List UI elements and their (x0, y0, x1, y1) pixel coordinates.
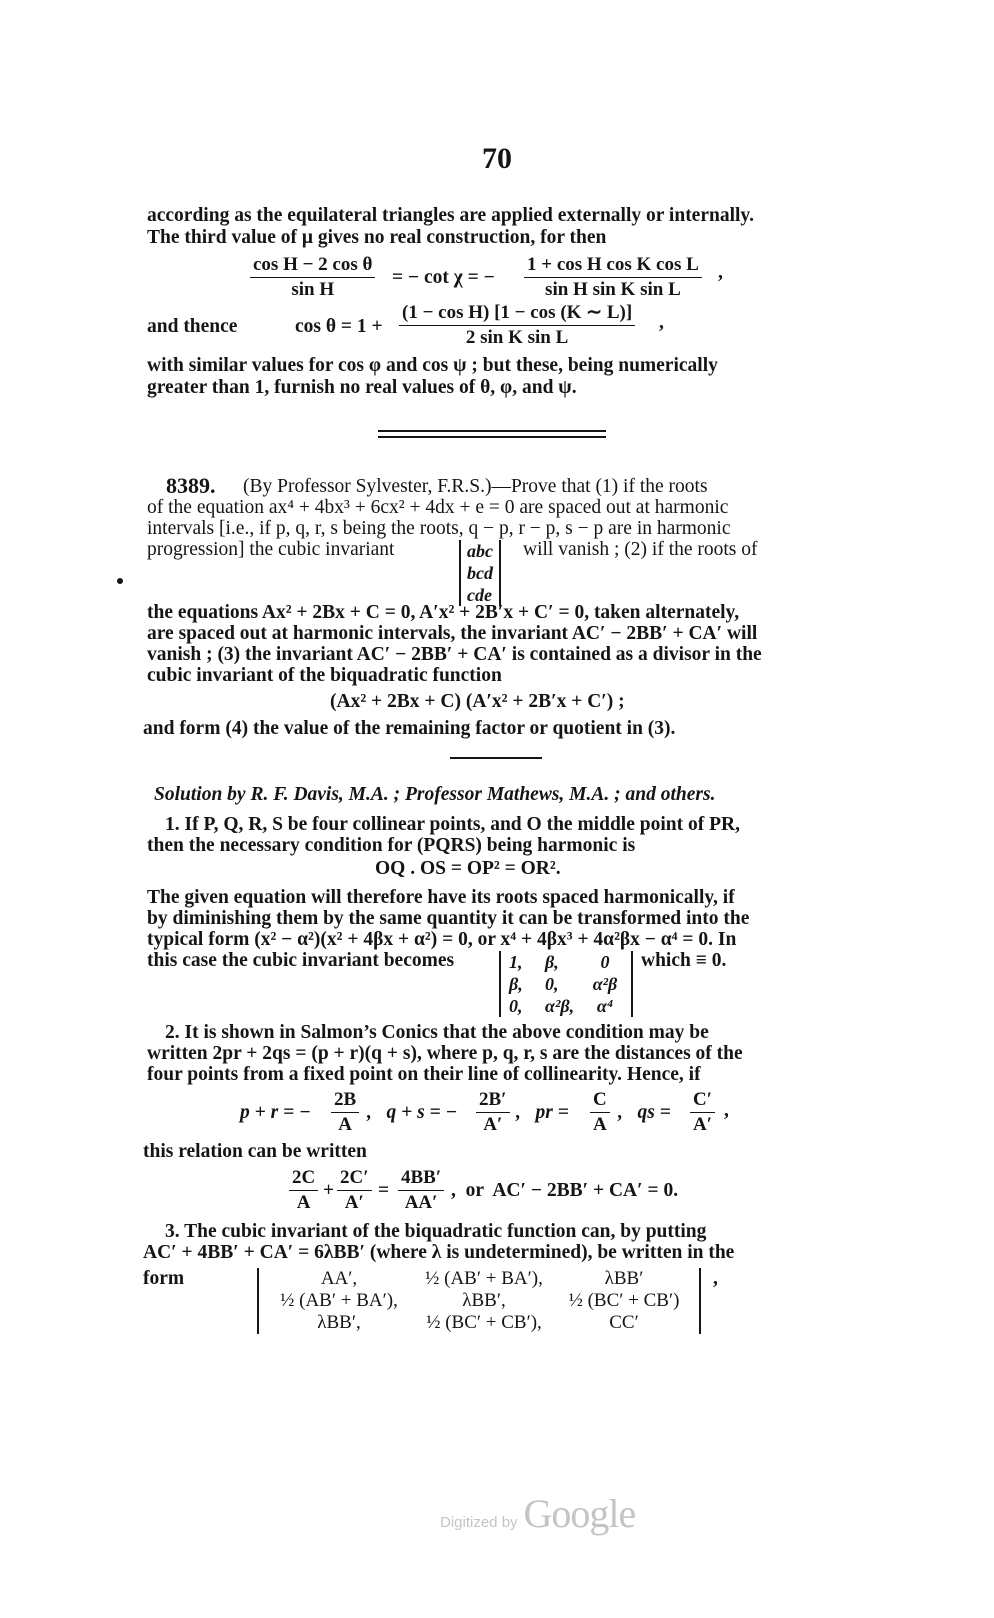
text-line: (By Professor Sylvester, F.R.S.)—Prove that (1) if the roots (243, 476, 708, 497)
text-line: the equations Ax² + 2Bx + C = 0, A′x² + 2B′x + C′ = 0, taken alternately, (147, 602, 740, 623)
denominator: A (593, 1114, 607, 1135)
text-line: according as the equilateral triangles are applied externally or internally. (147, 205, 754, 226)
det-row (509, 995, 623, 1017)
punctuation: , (718, 262, 723, 283)
operator: = (378, 1180, 390, 1201)
text-line: 2. It is shown in Salmon’s Conics that the above condition may be (165, 1022, 709, 1043)
det-cell: 0, (509, 996, 523, 1016)
determinant-biquadratic (257, 1268, 701, 1334)
denominator: A′ (483, 1114, 503, 1135)
det-row (509, 951, 623, 973)
det-cell: CC′ (609, 1312, 639, 1333)
text-line: cubic invariant of the biquadratic function (147, 665, 502, 686)
det-cell: λBB′, (462, 1290, 506, 1311)
fraction (289, 1168, 318, 1213)
det-row: cde (467, 585, 492, 605)
text-line: The third value of μ gives no real construction, for then (147, 227, 607, 248)
fraction (331, 1090, 359, 1135)
operator: + (323, 1180, 335, 1201)
det-cell: α²β, (545, 996, 575, 1016)
det-cell: 0 (600, 952, 610, 972)
fraction-cos-theta (399, 303, 635, 348)
det-row (269, 1290, 689, 1312)
det-cell: ½ (BC′ + CB′), (426, 1312, 542, 1333)
solution-heading: Solution by R. F. Davis, M.A. ; Professor Mathews, M.A. ; and others. (154, 784, 716, 805)
det-cell: α⁴ (596, 996, 614, 1016)
text-line: AC′ + 4BB′ + CA′ = 6λBB′ (where λ is undetermined), be written in the (143, 1242, 735, 1263)
numerator: 1 + cos H cos K cos L (524, 255, 702, 278)
equation-part: , or AC′ − 2BB′ + CA′ = 0. (451, 1180, 679, 1201)
det-cell: α²β (592, 974, 618, 994)
det-cell: λBB′, (317, 1312, 361, 1333)
text-line: are spaced out at harmonic intervals, the invariant AC′ − 2BB′ + CA′ will (147, 623, 758, 644)
numerator: C′ (690, 1090, 715, 1113)
text-line: four points from a fixed point on their line of collinearity. Hence, if (147, 1064, 701, 1085)
separator-rule (378, 436, 606, 438)
numerator: 2C′ (337, 1168, 372, 1191)
determinant-invariant (499, 951, 633, 1017)
equation-part: , q + s = − (367, 1102, 458, 1123)
equation-part: , qs = (618, 1102, 671, 1123)
determinant-abc (459, 540, 501, 606)
equation-line: (Ax² + 2Bx + C) (A′x² + 2B′x + C′) ; (330, 691, 625, 712)
text-line: typical form (x² − α²)(x² + 4βx + α²) = 0, or x⁴ + 4βx³ + 4α²βx − α⁴ = 0. In (147, 929, 737, 950)
det-cell: β, (509, 974, 523, 994)
det-cell: 1, (509, 952, 523, 972)
denominator: A (338, 1114, 352, 1135)
text-line: 3. The cubic invariant of the biquadratic function can, by putting (165, 1221, 707, 1242)
denominator: A (296, 1192, 311, 1213)
equation-line: OQ . OS = OP² = OR². (375, 858, 561, 879)
fraction (337, 1168, 372, 1213)
det-cell: ½ (BC′ + CB′) (568, 1290, 680, 1311)
denominator: sin H (291, 279, 335, 300)
fraction (398, 1168, 444, 1213)
det-row (269, 1268, 689, 1290)
text-label: and thence (147, 316, 238, 337)
det-row: abc (467, 541, 493, 561)
text-label: form (143, 1268, 185, 1289)
text-line: of the equation ax⁴ + 4bx³ + 6cx² + 4dx + e = 0 are spaced out at harmonic (147, 497, 729, 518)
punctuation: , (724, 1100, 729, 1121)
short-rule (450, 757, 542, 759)
fraction-lhs (250, 255, 375, 300)
text-line: progression] the cubic invariant (147, 539, 395, 560)
google-logo: Google (523, 1491, 636, 1536)
text-line: will vanish ; (2) if the roots of (523, 539, 758, 560)
det-cell: λBB′ (604, 1268, 644, 1289)
punctuation: , (713, 1268, 718, 1289)
det-cell: ½ (AB′ + BA′), (280, 1290, 398, 1311)
punctuation: , (659, 312, 664, 333)
text-line: The given equation will therefore have its roots spaced harmonically, if (147, 887, 735, 908)
text-line: which ≡ 0. (641, 950, 727, 971)
stray-dot (117, 578, 123, 584)
text-line: then the necessary condition for (PQRS) being harmonic is (147, 835, 636, 856)
denominator: A′ (693, 1114, 713, 1135)
separator-rule (378, 430, 606, 432)
equation-part: , pr = (516, 1102, 569, 1123)
det-cell: β, (545, 952, 559, 972)
text-line: with similar values for cos φ and cos ψ ; but these, being numerically (147, 355, 718, 376)
fraction (476, 1090, 510, 1135)
text-line: written 2pr + 2qs = (p + r)(q + s), where p, q, r, s are the distances of the (147, 1043, 743, 1064)
det-cell: 0, (545, 974, 559, 994)
det-cell: ½ (AB′ + BA′), (425, 1268, 543, 1289)
numerator: cos H − 2 cos θ (250, 255, 375, 278)
text-line: greater than 1, furnish no real values of θ, φ, and ψ. (147, 377, 577, 398)
equation-part: p + r = − (240, 1102, 311, 1123)
denominator: A′ (344, 1192, 364, 1213)
det-cell: AA′, (320, 1268, 358, 1289)
text-line: and form (4) the value of the remaining factor or quotient in (3). (143, 718, 676, 739)
text-line: by diminishing them by the same quantity it can be transformed into the (147, 908, 750, 929)
problem-number: 8389. (166, 473, 216, 498)
text-line: 1. If P, Q, R, S be four collinear points, and O the middle point of PR, (165, 814, 740, 835)
equation-lhs: cos θ = 1 + (295, 316, 383, 337)
det-row: bcd (467, 563, 493, 583)
numerator: 2B′ (476, 1090, 510, 1113)
numerator: (1 − cos H) [1 − cos (K ∼ L)] (399, 303, 635, 326)
equation-middle: = − cot χ = − (392, 267, 495, 288)
page-number: 70 (482, 142, 512, 175)
numerator: 2B (331, 1090, 359, 1113)
text-line: this case the cubic invariant becomes (147, 950, 455, 971)
denominator: AA′ (404, 1192, 438, 1213)
numerator: 2C (289, 1168, 318, 1191)
det-row (269, 1312, 689, 1334)
fraction (590, 1090, 610, 1135)
watermark-prefix: Digitized by (440, 1514, 518, 1531)
fraction-rhs (524, 255, 702, 300)
denominator: 2 sin K sin L (465, 327, 569, 348)
numerator: C (590, 1090, 610, 1113)
denominator: sin H sin K sin L (545, 279, 681, 300)
numerator: 4BB′ (398, 1168, 444, 1191)
fraction (690, 1090, 715, 1135)
text-line: vanish ; (3) the invariant AC′ − 2BB′ + CA′ is contained as a divisor in the (147, 644, 762, 665)
text-line: this relation can be written (143, 1141, 367, 1162)
det-row (509, 973, 623, 995)
text-line: intervals [i.e., if p, q, r, s being the roots, q − p, r − p, s − p are in harmonic (147, 518, 731, 539)
watermark (440, 1490, 635, 1537)
